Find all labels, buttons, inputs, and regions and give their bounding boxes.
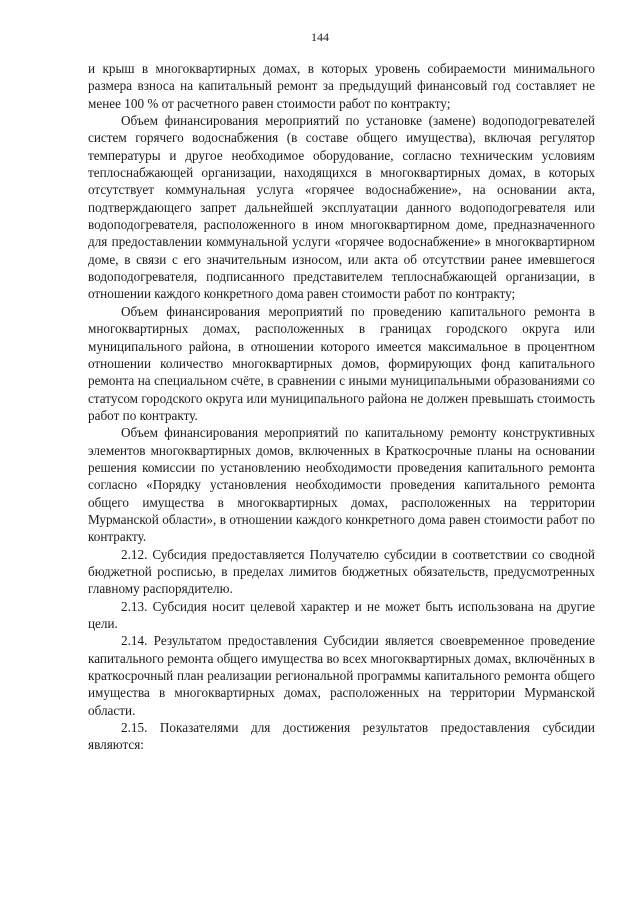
page-number: 144 bbox=[311, 30, 329, 44]
paragraph-2-14: 2.14. Результатом предоставления Субсидии является своевременное проведение капитального ремонта общего имущества во всех многоквартирных домах, включённых в краткосрочный план реализации региональной программы капитального ремонта общего имущества в многоквартирных домах, расположенных на территории Мурманской области. bbox=[88, 633, 595, 718]
paragraph-2-15: 2.15. Показателями для достижения результатов предоставления субсидии являются: bbox=[88, 720, 595, 753]
document-body bbox=[88, 60, 595, 754]
paragraph-structural-elements: Объем финансирования мероприятий по капитальному ремонту конструктивных элементов многоквартирных домов, включенных в Краткосрочные планы на основании решения комиссии по установлению необходимости проведения капитального ремонта согласно «Порядку установления необходимости проведения капитального ремонта общего имущества в многоквартирных домах, расположенных на территории Мурманской области», в отношении каждого конкретного дома равен стоимости работ по контракту. bbox=[88, 425, 595, 545]
paragraph-continuation: и крыш в многоквартирных домах, в которых уровень собираемости минимального размера взноса на капитальный ремонт за предыдущий финансовый год составляет не менее 100 % от расчетного равен стоимости работ по контракту; bbox=[88, 61, 595, 111]
paragraph-special-account: Объем финансирования мероприятий по проведению капитального ремонта в многоквартирных домах, расположенных в границах городского округа или муниципального района, в отношении которого имеется максимальное в процентном отношении количество многоквартирных домов, формирующих фонд капитального ремонта на специальном счёте, в сравнении с иными муниципальными образованиями со статусом городского округа или муниципального района не должен превышать стоимость работ по контракту. bbox=[88, 303, 595, 423]
paragraph-2-12: 2.12. Субсидия предоставляется Получателю субсидии в соответствии со сводной бюджетной росписью, в пределах лимитов бюджетных обязательств, предусмотренных главному распорядителю. bbox=[88, 546, 595, 597]
paragraph-2-13: 2.13. Субсидия носит целевой характер и не может быть использована на другие цели. bbox=[88, 598, 595, 631]
paragraph-water-heaters: Объем финансирования мероприятий по установке (замене) водоподогревателей систем горячего водоснабжения (в составе общего имущества), включая регулятор температуры и другое необходимое оборудование, согласно техническим условиям теплоснабжающей организации, находящихся в многоквартирных домах, в которых отсутствует коммунальная услуга «горячее водоснабжение», на основании акта, подтверждающего запрет дальнейшей эксплуатации данного водоподогревателя или водоподогревателя, расположенного в ином многоквартирном доме, предназначенного для предоставлении коммунальной услуги «горячее водоснабжение» в многоквартирном доме, в связи с его значительным износом, или акта об отсутствии ранее имевшегося водоподогревателя, подписанного представителем теплоснабжающей организации, в отношении каждого конкретного дома равен стоимости работ по контракту; bbox=[88, 113, 595, 302]
